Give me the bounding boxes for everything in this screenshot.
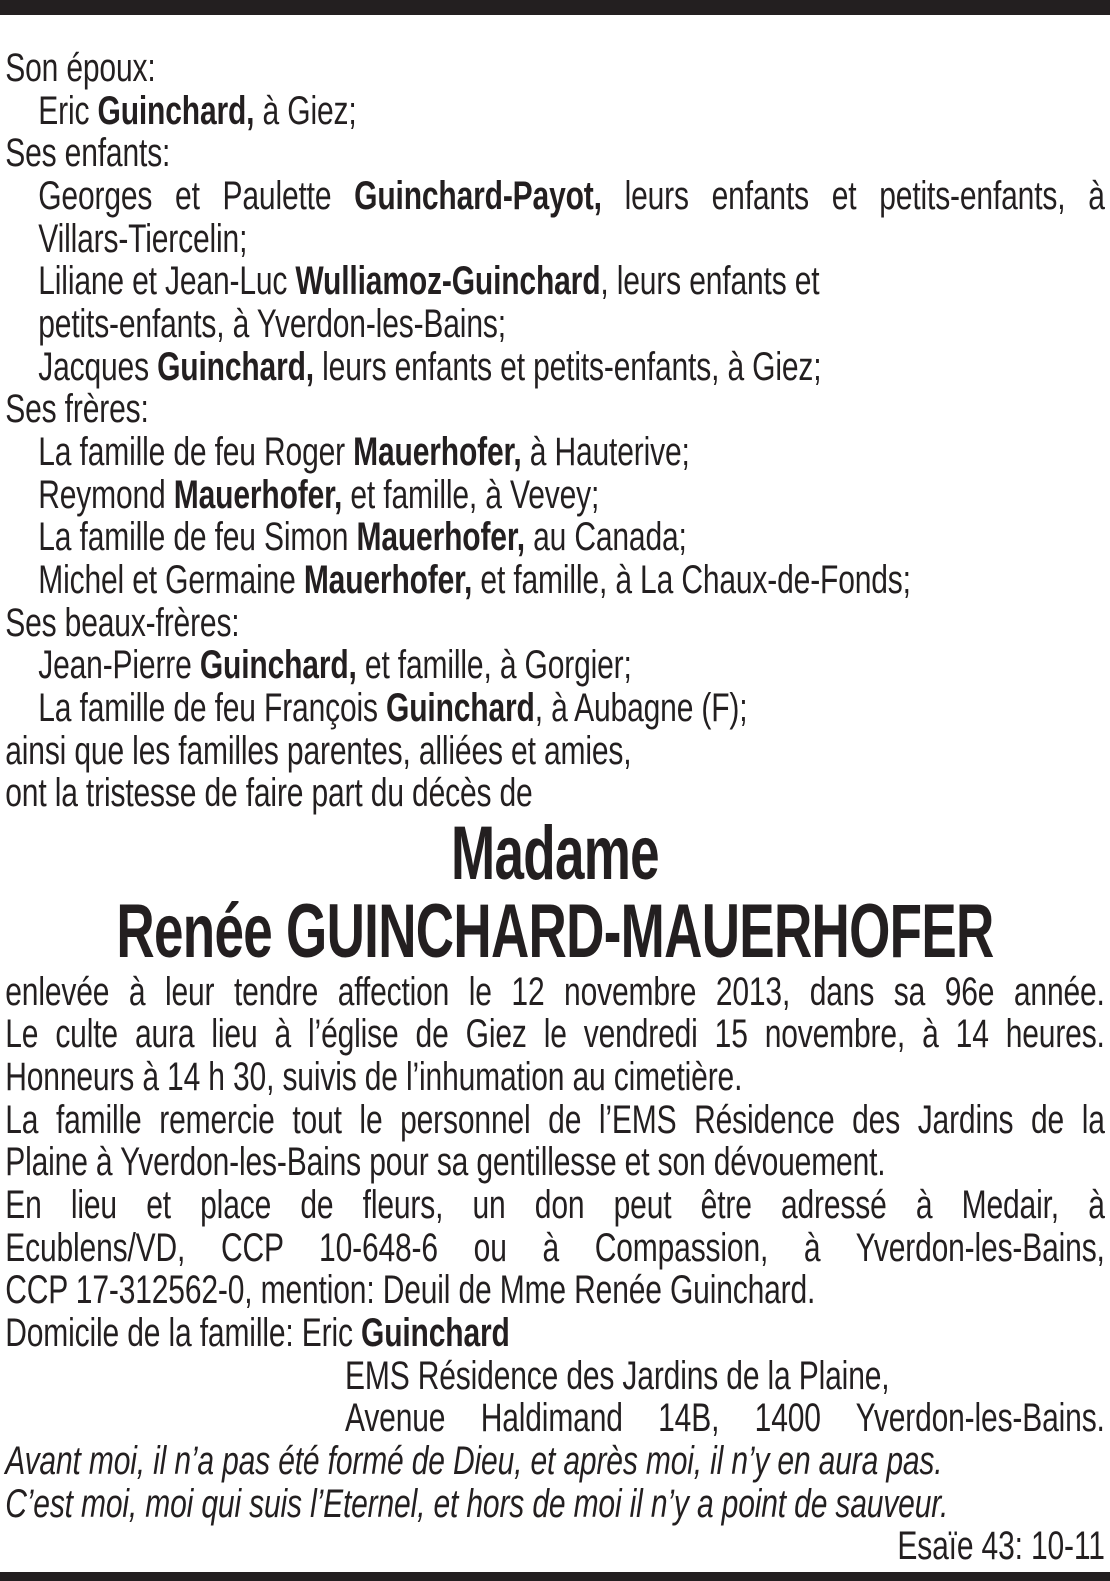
notice-line: Son époux: [5,46,156,90]
notice-line: Reymond Mauerhofer, et famille, à Vevey; [38,472,600,517]
notice-line: En lieu et place de fleurs, un don peut être adressé à Medair, à [5,1183,1105,1228]
notice-line: La famille de feu Roger Mauerhofer, à Hauterive; [38,429,690,474]
announcement-section [5,971,1105,1568]
notice-line: Ses beaux-frères: [5,600,240,645]
notice-line: Liliane et Jean-Luc Wulliamoz-Guinchard, leurs enfants et [38,259,820,304]
notice-line: Michel et Germaine Mauerhofer, et famille, à La Chaux-de-Fonds; [38,557,911,602]
notice-line: Ecublens/VD, CCP 10-648-6 ou à Compassion, à Yverdon-les-Bains, [5,1225,1105,1270]
family-lines-section [5,47,1105,815]
notice-line: enlevée à leur tendre affection le 12 novembre 2013, dans sa 96e année. [5,969,1105,1014]
notice-line: Avant moi, il n’a pas été formé de Dieu, et après moi, il n’y en aura pas. [5,1439,943,1484]
notice-line: ainsi que les familles parentes, alliées et amies, [5,728,632,773]
notice-line: Jean-Pierre Guinchard, et famille, à Gorgier; [38,643,632,688]
deceased-title-block [5,810,1105,974]
notice-line: Ses frères: [5,387,149,432]
notice-line: Plaine à Yverdon-les-Bains pour sa gentillesse et son dévouement. [5,1140,886,1185]
notice-line: Jacques Guinchard, leurs enfants et petits-enfants, à Giez; [38,344,822,389]
deceased-name: Renée GUINCHARD-MAUERHOFER [116,888,994,974]
notice-line: ont la tristesse de faire part du décès de [5,771,533,816]
notice-line: CCP 17-312562-0, mention: Deuil de Mme Renée Guinchard. [5,1268,816,1313]
notice-line: EMS Résidence des Jardins de la Plaine, [345,1353,890,1398]
notice-line: La famille de feu François Guinchard, à Aubagne (F); [38,685,748,730]
bottom-border-bar [0,1572,1110,1581]
notice-line: La famille de feu Simon Mauerhofer, au Canada; [38,515,687,560]
notice-line: Georges et Paulette Guinchard-Payot, leurs enfants et petits-enfants, à [38,173,1105,218]
title-madame: Madame [451,810,659,896]
notice-line: petits-enfants, à Yverdon-les-Bains; [38,301,506,346]
notice-line: Avenue Haldimand 14B, 1400 Yverdon-les-Bains. [345,1396,1105,1441]
notice-line: C’est moi, moi qui suis l’Eternel, et hors de moi il n’y a point de sauveur. [5,1481,949,1526]
notice-line: La famille remercie tout le personnel de l’EMS Résidence des Jardins de la [5,1097,1105,1142]
notice-line: Le culte aura lieu à l’église de Giez le vendredi 15 novembre, à 14 heures. [5,1012,1105,1057]
notice-line: Eric Guinchard, à Giez; [38,88,357,133]
notice-line: Esaïe 43: 10-11 [897,1524,1105,1569]
notice-line: Villars-Tiercelin; [38,216,248,261]
notice-line: Domicile de la famille: Eric Guinchard [5,1311,510,1356]
notice-content [0,15,1110,1568]
notice-line: Honneurs à 14 h 30, suivis de l’inhumation au cimetière. [5,1055,743,1100]
top-border-bar [0,0,1110,15]
notice-line: Ses enfants: [5,131,171,176]
